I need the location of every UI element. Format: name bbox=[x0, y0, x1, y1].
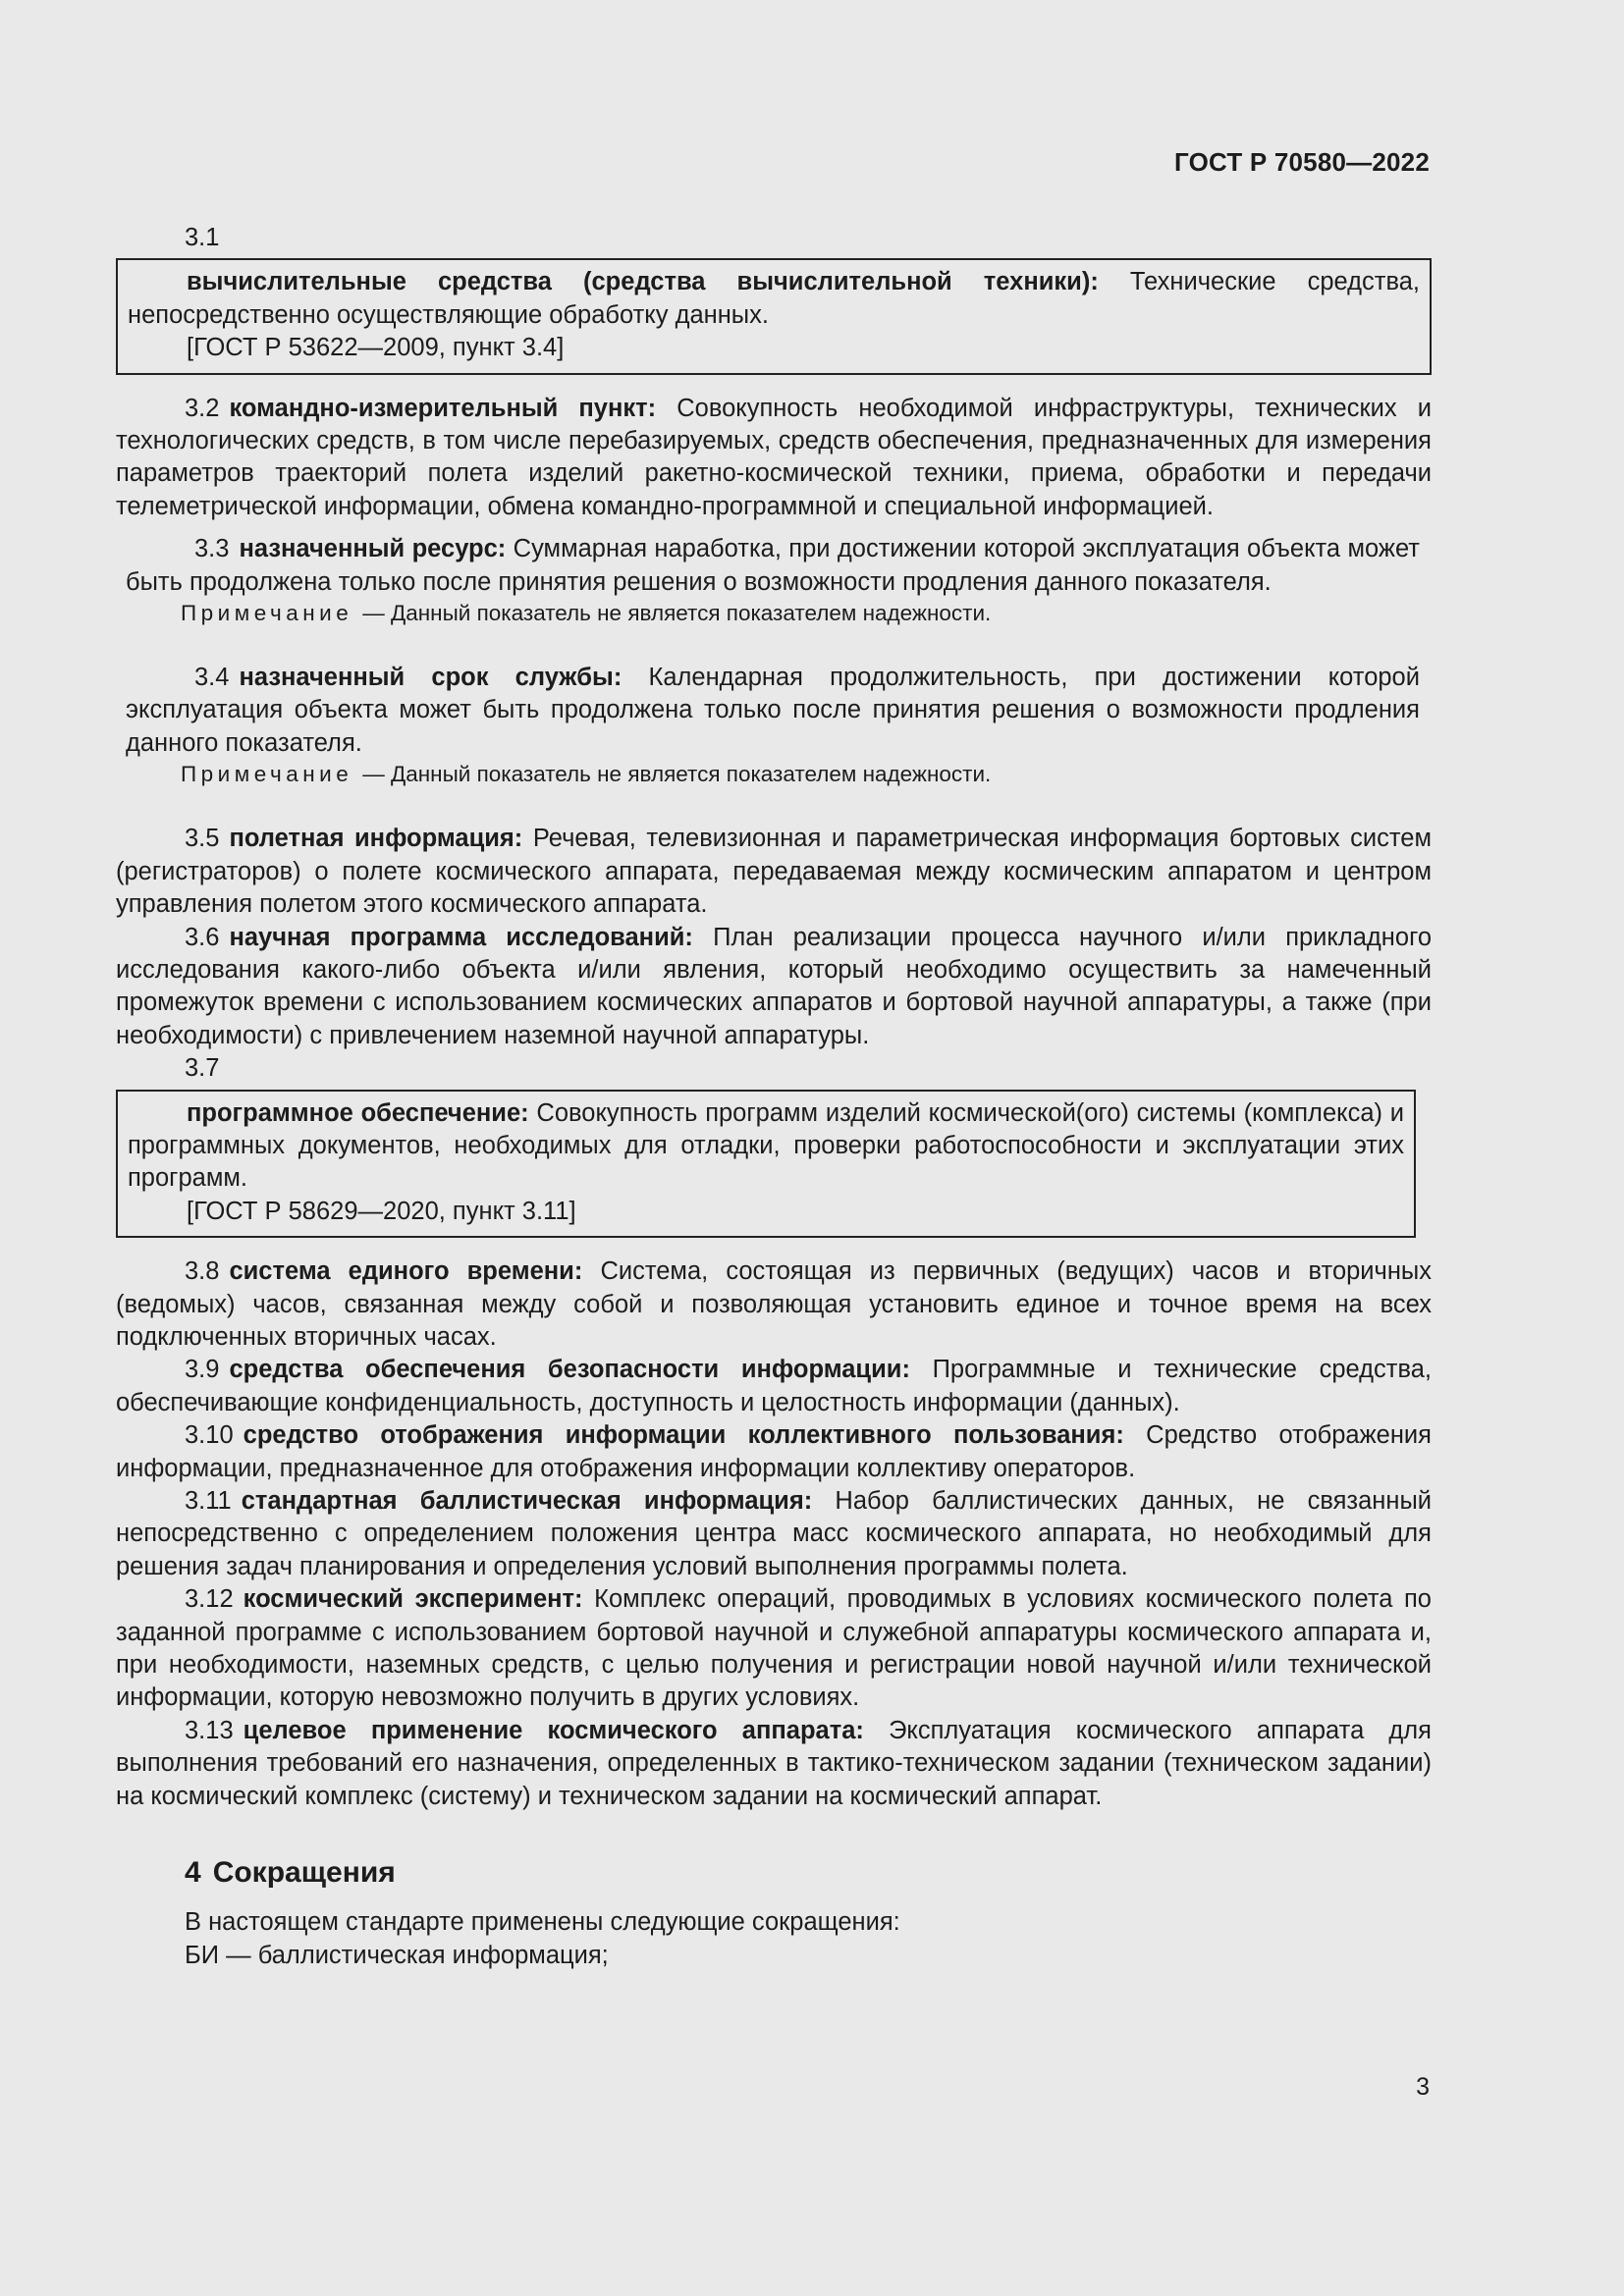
term-title: назначенный срок службы: bbox=[239, 664, 623, 692]
page-number: 3 bbox=[1416, 2073, 1430, 2101]
note-label: Примечание bbox=[181, 601, 353, 626]
term-definition: Комплекс операций, проводимых в условиях космического полета по заданной программе с использованием бортовой научной и служебной аппаратуры космического аппарата и, при необходимости, наземных средств, с целью получения и регистрации новой научной и/или технической информации, которую невозможно получить в других условиях. bbox=[116, 1585, 1432, 1712]
term-reference: [ГОСТ Р 53622—2009, пункт 3.4] bbox=[187, 334, 565, 362]
term-3-13 bbox=[116, 1715, 1432, 1813]
term-number: 3.12 bbox=[185, 1585, 234, 1614]
term-title: стандартная баллистическая информация: bbox=[241, 1487, 813, 1515]
term-3-3 bbox=[116, 533, 1432, 599]
term-definition: Программные и технические средства, обеспечивающие конфиденциальность, доступность и целостность информации (данных). bbox=[116, 1356, 1432, 1416]
term-number: 3.5 bbox=[185, 825, 220, 853]
term-title: назначенный ресурс: bbox=[239, 535, 507, 563]
abbreviation-item: БИ — баллистическая информация; bbox=[185, 1941, 609, 1969]
term-3-10 bbox=[116, 1419, 1432, 1485]
term-number: 3.8 bbox=[185, 1257, 220, 1286]
term-number: 3.11 bbox=[185, 1487, 232, 1515]
term-title: космический эксперимент: bbox=[243, 1585, 583, 1614]
section-intro: В настоящем стандарте применены следующие сокращения: bbox=[185, 1908, 900, 1937]
term-3-4 bbox=[116, 662, 1432, 760]
term-title: средство отображения информации коллективного пользования: bbox=[243, 1421, 1124, 1450]
term-number: 3.4 bbox=[194, 664, 230, 692]
section-number: 4 bbox=[185, 1856, 201, 1890]
term-definition: Совокупность программ изделий космической(ого) системы (комплекса) и программных документов, необходимых для отладки, проверки работоспособности и эксплуатации этих программ. bbox=[128, 1098, 1404, 1193]
term-title: целевое применение космического аппарата: bbox=[243, 1716, 864, 1744]
term-number: 3.13 bbox=[185, 1716, 234, 1744]
term-title: полетная информация: bbox=[229, 825, 523, 853]
term-definition: Эксплуатация космического аппарата для выполнения требований его назначения, определенных в тактико-техническом задании (техническом задании) на космический комплекс (систему) и техническом задании на космический аппарат. bbox=[116, 1716, 1432, 1810]
term-number-3-7: 3.7 bbox=[185, 1054, 220, 1083]
term-definition: Средство отображения информации, предназначенное для отображения информации коллективу операторов. bbox=[116, 1421, 1432, 1482]
term-3-11 bbox=[116, 1485, 1432, 1583]
note-text: — Данный показатель не является показателем надежности. bbox=[362, 762, 992, 787]
term-definition: Система, состоящая из первичных (ведущих) часов и вторичных (ведомых) часов, связанная между собой и позволяющая установить единое и точное время на всех подключенных вторичных часах. bbox=[116, 1257, 1432, 1351]
note-label: Примечание bbox=[181, 762, 353, 787]
term-definition: Технические средства, непосредственно осуществляющие обработку данных. bbox=[128, 268, 1421, 329]
term-box-3-7 bbox=[116, 1090, 1416, 1239]
document-body bbox=[116, 222, 1432, 1972]
term-3-6 bbox=[116, 922, 1432, 1053]
section-heading bbox=[185, 1856, 1432, 1889]
term-3-12 bbox=[116, 1583, 1432, 1715]
term-definition: Календарная продолжительность, при достижении которой эксплуатация объекта может быть продолжена только после принятия решения о возможности продления данного показателя. bbox=[126, 664, 1420, 757]
term-title: система единого времени: bbox=[229, 1257, 583, 1286]
term-number-3-1: 3.1 bbox=[185, 224, 220, 251]
term-box-3-1 bbox=[116, 258, 1432, 374]
term-3-8 bbox=[116, 1255, 1432, 1354]
term-number: 3.9 bbox=[185, 1356, 220, 1384]
term-title: средства обеспечения безопасности информации: bbox=[229, 1356, 910, 1384]
term-reference: [ГОСТ Р 58629—2020, пункт 3.11] bbox=[187, 1197, 576, 1225]
term-number: 3.10 bbox=[185, 1421, 234, 1450]
term-number: 3.3 bbox=[194, 535, 230, 563]
term-3-9 bbox=[116, 1354, 1432, 1419]
term-definition: Суммарная наработка, при достижении которой эксплуатация объекта может быть продолжена только после принятия решения о возможности продления данного показателя. bbox=[126, 535, 1420, 596]
term-number: 3.6 bbox=[185, 923, 220, 951]
section-title: Сокращения bbox=[212, 1856, 396, 1890]
term-definition: Речевая, телевизионная и параметрическая информация бортовых систем (регистраторов) о полете космического аппарата, передаваемая между космическим аппаратом и центром управления полетом этого космического аппарата. bbox=[116, 825, 1432, 919]
note-3-3 bbox=[116, 599, 1432, 628]
term-title: научная программа исследований: bbox=[229, 923, 693, 951]
term-definition: Набор баллистических данных, не связанный непосредственно с определением положения центра масс космического аппарата, но необходимый для решения задач планирования и определения условий выполнения программы полета. bbox=[116, 1487, 1433, 1580]
note-3-4 bbox=[116, 760, 1432, 789]
note-text: — Данный показатель не является показателем надежности. bbox=[362, 601, 992, 626]
term-3-5 bbox=[116, 823, 1432, 921]
term-title: программное обеспечение: bbox=[187, 1098, 529, 1127]
term-title: вычислительные средства (средства вычислительной техники): bbox=[187, 268, 1099, 296]
term-definition: Совокупность необходимой инфраструктуры, технических и технологических средств, в том числе перебазируемых, средств обеспечения, предназначенных для измерения параметров траекторий полета изделий ракетно-космической техники, приема, обработки и передачи телеметрической информации, обмена командно-программной и специальной информацией. bbox=[116, 394, 1432, 520]
term-3-2 bbox=[116, 393, 1432, 524]
term-definition: План реализации процесса научного и/или прикладного исследования какого-либо объекта и/или явления, который необходимо осуществить за намеченный промежуток времени с использованием космических аппаратов и бортовой научной аппаратуры, а также (при необходимости) с привлечением наземной научной аппаратуры. bbox=[116, 923, 1432, 1049]
term-title: командно-измерительный пункт: bbox=[229, 394, 657, 422]
document-header-code: ГОСТ Р 70580—2022 bbox=[1174, 147, 1430, 177]
term-number: 3.2 bbox=[185, 394, 220, 422]
